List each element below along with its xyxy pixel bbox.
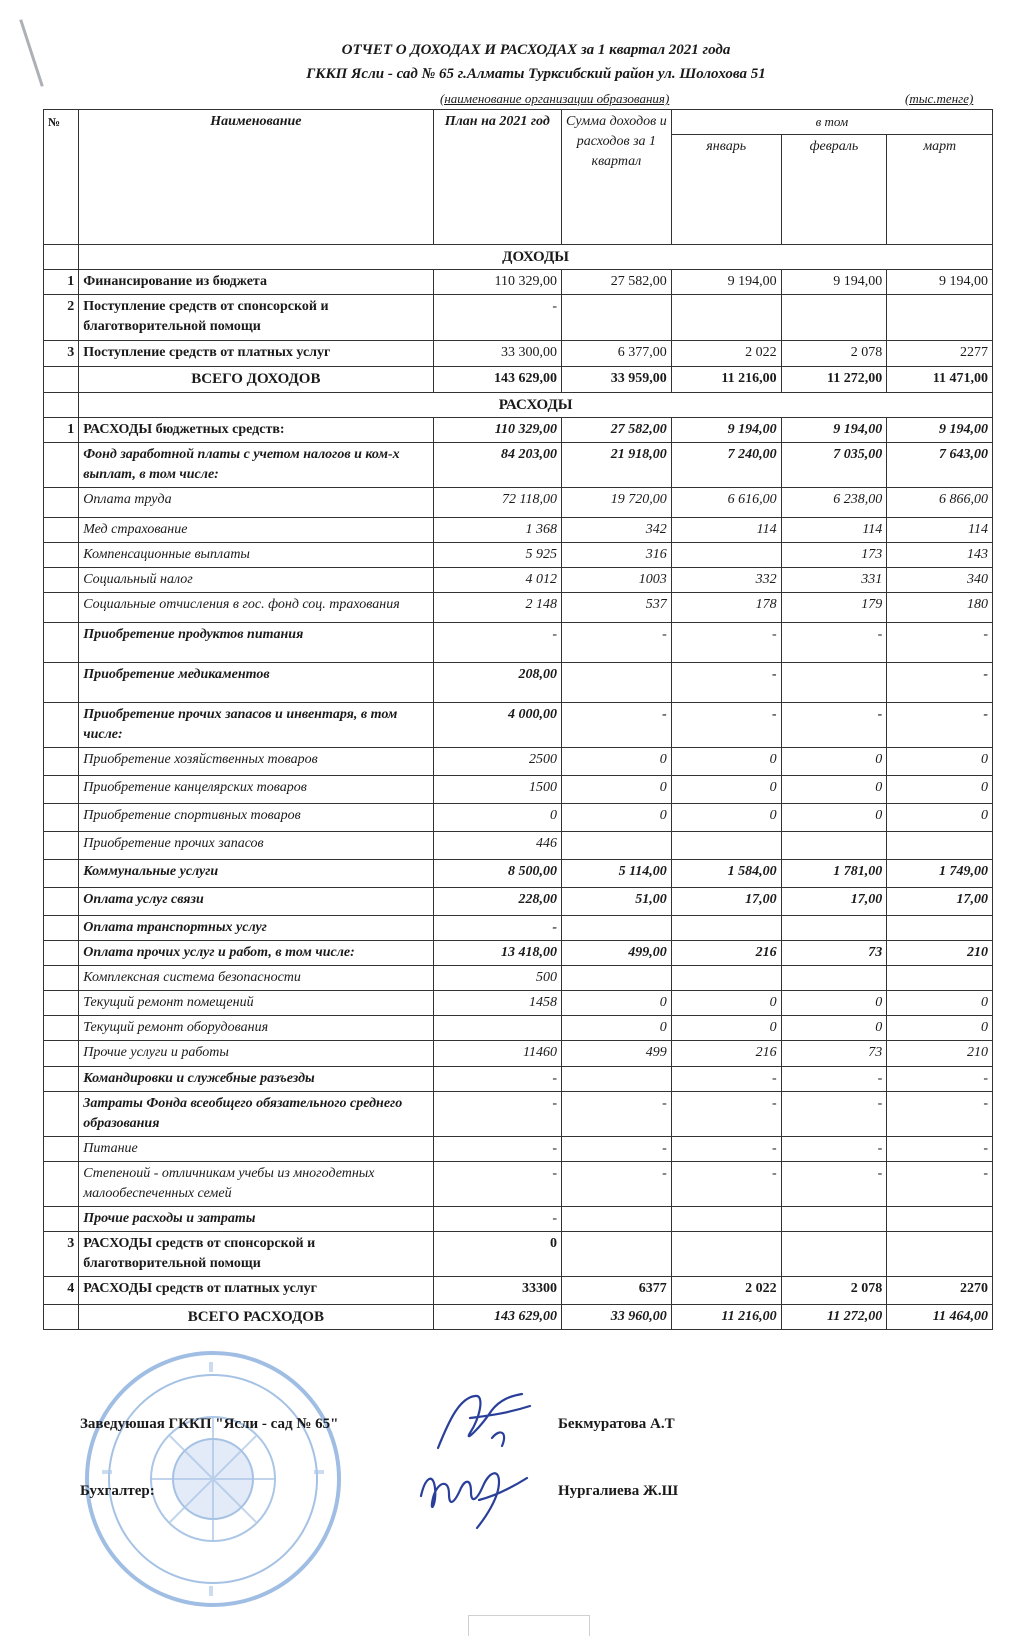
row-jan-cell: 6 616,00	[671, 488, 781, 518]
expense-row	[44, 888, 993, 916]
row-number-cell	[44, 568, 79, 593]
row-jan-cell: 9 194,00	[671, 270, 781, 295]
row-quarter-cell: -	[561, 623, 671, 663]
column-header-quarter: Сумма доходов и расходов за 1 квартал	[561, 110, 671, 245]
row-name-cell: Мед страхование	[79, 518, 433, 543]
row-name-cell: Компенсационные выплаты	[79, 543, 433, 568]
row-feb-cell: -	[781, 1162, 887, 1207]
row-jan-cell: -	[671, 1067, 781, 1092]
row-jan-cell: -	[671, 1162, 781, 1207]
expense-row	[44, 1207, 993, 1232]
row-plan-cell: 33 300,00	[433, 341, 561, 367]
row-quarter-cell	[561, 1207, 671, 1232]
row-mar-cell	[887, 966, 993, 991]
expense-row	[44, 1067, 993, 1092]
row-number-cell	[44, 1162, 79, 1207]
row-feb-cell: 73	[781, 941, 887, 966]
expense-total-row	[44, 1305, 993, 1330]
row-quarter-cell: -	[561, 1137, 671, 1162]
expense-row	[44, 941, 993, 966]
row-number-cell	[44, 443, 79, 488]
row-quarter-cell: 5 114,00	[561, 860, 671, 888]
row-plan-cell: 110 329,00	[433, 418, 561, 443]
total-jan-cell: 11 216,00	[671, 1305, 781, 1330]
row-number-cell: 4	[44, 1277, 79, 1305]
row-plan-cell: 5 925	[433, 543, 561, 568]
row-quarter-cell: 499,00	[561, 941, 671, 966]
expense-row	[44, 748, 993, 776]
row-quarter-cell: 1003	[561, 568, 671, 593]
row-feb-cell: -	[781, 1067, 887, 1092]
row-mar-cell: -	[887, 663, 993, 703]
row-feb-cell: 0	[781, 776, 887, 804]
row-name-cell: Прочие услуги и работы	[79, 1041, 433, 1067]
row-name-cell: Оплата прочих услуг и работ, в том числе:	[79, 941, 433, 966]
total-feb-cell: 11 272,00	[781, 1305, 887, 1330]
expense-row	[44, 593, 993, 623]
organization-caption: (наименование организации образования)	[440, 91, 670, 106]
row-name-cell: Степеноий - отличникам учебы из многодетных малообеспеченных семей	[79, 1162, 433, 1207]
row-plan-cell: 1500	[433, 776, 561, 804]
row-mar-cell: 2270	[887, 1277, 993, 1305]
row-quarter-cell: 316	[561, 543, 671, 568]
row-mar-cell: 9 194,00	[887, 418, 993, 443]
row-name-cell: Приобретение канцелярских товаров	[79, 776, 433, 804]
row-name-cell: Приобретение хозяйственных товаров	[79, 748, 433, 776]
expense-row	[44, 1041, 993, 1067]
row-quarter-cell: 0	[561, 776, 671, 804]
units-label: (тыс.тенге)	[905, 91, 974, 106]
row-number-cell	[44, 804, 79, 832]
section-heading: РАСХОДЫ	[79, 393, 993, 418]
expense-row	[44, 623, 993, 663]
expense-row	[44, 804, 993, 832]
row-name-cell: Затраты Фонда всеобщего обязательного среднего образования	[79, 1092, 433, 1137]
row-jan-cell	[671, 916, 781, 941]
row-feb-cell	[781, 832, 887, 860]
row-mar-cell: 210	[887, 941, 993, 966]
expense-row	[44, 832, 993, 860]
row-plan-cell: 2500	[433, 748, 561, 776]
row-jan-cell: 7 240,00	[671, 443, 781, 488]
row-quarter-cell	[561, 832, 671, 860]
row-number-cell	[44, 1207, 79, 1232]
row-feb-cell: 73	[781, 1041, 887, 1067]
row-plan-cell: 72 118,00	[433, 488, 561, 518]
row-quarter-cell: 21 918,00	[561, 443, 671, 488]
row-quarter-cell	[561, 916, 671, 941]
row-feb-cell: 17,00	[781, 888, 887, 916]
column-header-months-group: в том	[671, 110, 992, 135]
expense-row	[44, 443, 993, 488]
row-jan-cell: 0	[671, 776, 781, 804]
row-plan-cell: -	[433, 295, 561, 341]
row-mar-cell	[887, 1207, 993, 1232]
row-feb-cell: 0	[781, 1016, 887, 1041]
row-mar-cell: -	[887, 1137, 993, 1162]
row-number-cell: 1	[44, 418, 79, 443]
row-jan-cell: 178	[671, 593, 781, 623]
row-feb-cell	[781, 1232, 887, 1277]
row-jan-cell	[671, 295, 781, 341]
row-name-cell: Финансирование из бюджета	[79, 270, 433, 295]
section-no-cell	[44, 245, 79, 270]
row-quarter-cell: 0	[561, 991, 671, 1016]
row-plan-cell: -	[433, 1092, 561, 1137]
row-mar-cell: 0	[887, 991, 993, 1016]
row-number-cell	[44, 991, 79, 1016]
row-number-cell	[44, 703, 79, 748]
row-feb-cell: 0	[781, 748, 887, 776]
row-mar-cell: 0	[887, 804, 993, 832]
expense-row	[44, 543, 993, 568]
row-jan-cell: 0	[671, 804, 781, 832]
expense-row	[44, 418, 993, 443]
director-name: Бекмуратова А.Т	[558, 1416, 675, 1432]
row-number-cell	[44, 663, 79, 703]
row-jan-cell: -	[671, 663, 781, 703]
row-name-cell: Поступление средств от спонсорской и благотворительной помощи	[79, 295, 433, 341]
total-mar-cell: 11 464,00	[887, 1305, 993, 1330]
row-plan-cell: 4 000,00	[433, 703, 561, 748]
row-number-cell	[44, 748, 79, 776]
row-feb-cell: 6 238,00	[781, 488, 887, 518]
row-mar-cell: -	[887, 1092, 993, 1137]
row-plan-cell: 0	[433, 1232, 561, 1277]
row-number-cell	[44, 966, 79, 991]
row-feb-cell: 179	[781, 593, 887, 623]
row-name-cell: Приобретение медикаментов	[79, 663, 433, 703]
row-mar-cell: 7 643,00	[887, 443, 993, 488]
row-feb-cell: 9 194,00	[781, 270, 887, 295]
row-jan-cell: 2 022	[671, 341, 781, 367]
row-name-cell: Коммунальные услуги	[79, 860, 433, 888]
row-mar-cell: -	[887, 1162, 993, 1207]
row-name-cell: Приобретение прочих запасов	[79, 832, 433, 860]
row-plan-cell: 84 203,00	[433, 443, 561, 488]
row-plan-cell: 4 012	[433, 568, 561, 593]
row-name-cell: РАСХОДЫ средств от спонсорской и благотворительной помощи	[79, 1232, 433, 1277]
director-label: Заведуюшая ГККП "Ясли - сад № 65"	[80, 1416, 339, 1432]
row-jan-cell: 216	[671, 1041, 781, 1067]
row-feb-cell	[781, 295, 887, 341]
row-name-cell: Фонд заработной платы с учетом налогов и ком-х выплат, в том числе:	[79, 443, 433, 488]
row-jan-cell: 0	[671, 991, 781, 1016]
row-number-cell	[44, 888, 79, 916]
row-feb-cell: 9 194,00	[781, 418, 887, 443]
organization-line: ГККП Ясли - сад № 65 г.Алматы Турксибский район ул. Шолохова 51	[306, 66, 766, 82]
row-jan-cell: 1 584,00	[671, 860, 781, 888]
income-row	[44, 270, 993, 295]
row-mar-cell: 340	[887, 568, 993, 593]
row-feb-cell	[781, 1207, 887, 1232]
row-quarter-cell: 0	[561, 1016, 671, 1041]
accountant-label: Бухгалтер:	[80, 1483, 155, 1499]
row-plan-cell: 208,00	[433, 663, 561, 703]
row-quarter-cell	[561, 966, 671, 991]
row-feb-cell: 0	[781, 804, 887, 832]
row-feb-cell: 331	[781, 568, 887, 593]
row-name-cell: Питание	[79, 1137, 433, 1162]
row-name-cell: Оплата транспортных услуг	[79, 916, 433, 941]
total-no-cell	[44, 1305, 79, 1330]
expense-row	[44, 1092, 993, 1137]
row-jan-cell: -	[671, 703, 781, 748]
row-quarter-cell	[561, 295, 671, 341]
row-mar-cell	[887, 916, 993, 941]
total-plan-cell: 143 629,00	[433, 367, 561, 393]
column-header-no: №	[44, 110, 79, 245]
income-row	[44, 341, 993, 367]
row-number-cell	[44, 593, 79, 623]
row-mar-cell	[887, 1232, 993, 1277]
income-expense-table	[43, 109, 993, 1330]
row-mar-cell: 9 194,00	[887, 270, 993, 295]
expense-row	[44, 663, 993, 703]
row-mar-cell	[887, 832, 993, 860]
expense-row	[44, 1232, 993, 1277]
row-name-cell: Текущий ремонт оборудования	[79, 1016, 433, 1041]
row-mar-cell: 143	[887, 543, 993, 568]
expense-row	[44, 1277, 993, 1305]
row-jan-cell: -	[671, 1137, 781, 1162]
row-jan-cell	[671, 1232, 781, 1277]
row-feb-cell: -	[781, 703, 887, 748]
row-name-cell: РАСХОДЫ средств от платных услуг	[79, 1277, 433, 1305]
row-feb-cell: -	[781, 1137, 887, 1162]
row-quarter-cell: 0	[561, 804, 671, 832]
expense-row	[44, 1162, 993, 1207]
row-mar-cell: 1 749,00	[887, 860, 993, 888]
row-feb-cell	[781, 966, 887, 991]
row-quarter-cell: 499	[561, 1041, 671, 1067]
row-quarter-cell: 6377	[561, 1277, 671, 1305]
row-quarter-cell: 342	[561, 518, 671, 543]
total-feb-cell: 11 272,00	[781, 367, 887, 393]
row-plan-cell: -	[433, 1207, 561, 1232]
row-quarter-cell: 27 582,00	[561, 418, 671, 443]
total-plan-cell: 143 629,00	[433, 1305, 561, 1330]
row-mar-cell: -	[887, 703, 993, 748]
row-number-cell	[44, 1016, 79, 1041]
total-quarter-cell: 33 959,00	[561, 367, 671, 393]
expense-row	[44, 776, 993, 804]
row-name-cell: Поступление средств от платных услуг	[79, 341, 433, 367]
row-number-cell: 3	[44, 341, 79, 367]
row-number-cell: 3	[44, 1232, 79, 1277]
row-quarter-cell: 537	[561, 593, 671, 623]
director-signature	[430, 1388, 540, 1458]
row-name-cell: Приобретение спортивных товаров	[79, 804, 433, 832]
row-plan-cell: 11460	[433, 1041, 561, 1067]
row-jan-cell: 0	[671, 1016, 781, 1041]
expense-row	[44, 488, 993, 518]
row-jan-cell: 2 022	[671, 1277, 781, 1305]
row-mar-cell: -	[887, 1067, 993, 1092]
row-name-cell: Оплата труда	[79, 488, 433, 518]
row-mar-cell	[887, 295, 993, 341]
row-feb-cell: 114	[781, 518, 887, 543]
row-plan-cell: -	[433, 1067, 561, 1092]
expense-row	[44, 860, 993, 888]
row-jan-cell: 332	[671, 568, 781, 593]
row-name-cell: Оплата услуг связи	[79, 888, 433, 916]
row-plan-cell: 228,00	[433, 888, 561, 916]
row-name-cell: Прочие расходы и затраты	[79, 1207, 433, 1232]
row-quarter-cell: -	[561, 1162, 671, 1207]
row-number-cell	[44, 1067, 79, 1092]
row-name-cell: Приобретение прочих запасов и инвентаря, в том числе:	[79, 703, 433, 748]
official-seal-stamp	[82, 1348, 344, 1610]
income-total-row	[44, 367, 993, 393]
expense-row	[44, 518, 993, 543]
row-name-cell: Текущий ремонт помещений	[79, 991, 433, 1016]
row-number-cell: 1	[44, 270, 79, 295]
row-feb-cell: 0	[781, 991, 887, 1016]
row-plan-cell: 110 329,00	[433, 270, 561, 295]
expense-row	[44, 1016, 993, 1041]
row-plan-cell: 33300	[433, 1277, 561, 1305]
row-quarter-cell: -	[561, 703, 671, 748]
row-feb-cell: 1 781,00	[781, 860, 887, 888]
row-quarter-cell: 6 377,00	[561, 341, 671, 367]
row-jan-cell: 0	[671, 748, 781, 776]
row-feb-cell: 2 078	[781, 1277, 887, 1305]
row-jan-cell	[671, 1207, 781, 1232]
row-quarter-cell	[561, 1232, 671, 1277]
row-feb-cell	[781, 663, 887, 703]
row-number-cell	[44, 518, 79, 543]
expense-row	[44, 568, 993, 593]
row-mar-cell: 210	[887, 1041, 993, 1067]
row-number-cell	[44, 543, 79, 568]
row-number-cell	[44, 1092, 79, 1137]
row-plan-cell: -	[433, 1137, 561, 1162]
row-number-cell	[44, 488, 79, 518]
row-plan-cell: 446	[433, 832, 561, 860]
page-edge-artifact	[468, 1615, 590, 1636]
column-header-plan: План на 2021 год	[433, 110, 561, 245]
row-jan-cell: 114	[671, 518, 781, 543]
section-heading: ДОХОДЫ	[79, 245, 993, 270]
row-name-cell: Социальные отчисления в гос. фонд соц. трахования	[79, 593, 433, 623]
total-label-cell: ВСЕГО РАСХОДОВ	[79, 1305, 433, 1330]
expense-row	[44, 1137, 993, 1162]
row-mar-cell: 6 866,00	[887, 488, 993, 518]
row-plan-cell: 13 418,00	[433, 941, 561, 966]
row-number-cell	[44, 623, 79, 663]
row-jan-cell: -	[671, 1092, 781, 1137]
column-header-mar: март	[887, 135, 993, 245]
row-name-cell: Приобретение продуктов питания	[79, 623, 433, 663]
accountant-name: Нургалиева Ж.Ш	[558, 1483, 679, 1499]
row-number-cell	[44, 776, 79, 804]
row-plan-cell: 0	[433, 804, 561, 832]
row-plan-cell: 1 368	[433, 518, 561, 543]
row-plan-cell: 500	[433, 966, 561, 991]
row-jan-cell	[671, 543, 781, 568]
report-title: ОТЧЕТ О ДОХОДАХ И РАСХОДАХ за 1 квартал 2021 года	[341, 42, 731, 58]
row-mar-cell: 0	[887, 748, 993, 776]
total-no-cell	[44, 367, 79, 393]
row-quarter-cell: 27 582,00	[561, 270, 671, 295]
row-number-cell	[44, 941, 79, 966]
row-number-cell: 2	[44, 295, 79, 341]
row-feb-cell: -	[781, 623, 887, 663]
total-quarter-cell: 33 960,00	[561, 1305, 671, 1330]
row-jan-cell: 216	[671, 941, 781, 966]
row-plan-cell	[433, 1016, 561, 1041]
row-name-cell: Социальный налог	[79, 568, 433, 593]
row-number-cell	[44, 860, 79, 888]
expense-row	[44, 916, 993, 941]
row-number-cell	[44, 832, 79, 860]
row-quarter-cell: 19 720,00	[561, 488, 671, 518]
accountant-signature	[415, 1458, 535, 1538]
row-plan-cell: -	[433, 623, 561, 663]
row-plan-cell: -	[433, 916, 561, 941]
total-label-cell: ВСЕГО ДОХОДОВ	[79, 367, 433, 393]
expense-row	[44, 703, 993, 748]
row-mar-cell: 0	[887, 776, 993, 804]
row-mar-cell: 2277	[887, 341, 993, 367]
row-mar-cell: 180	[887, 593, 993, 623]
row-plan-cell: 1458	[433, 991, 561, 1016]
row-name-cell: РАСХОДЫ бюджетных средств:	[79, 418, 433, 443]
row-mar-cell: -	[887, 623, 993, 663]
row-feb-cell: 173	[781, 543, 887, 568]
row-name-cell: Командировки и служебные разъезды	[79, 1067, 433, 1092]
row-quarter-cell: -	[561, 1092, 671, 1137]
row-feb-cell: 2 078	[781, 341, 887, 367]
row-quarter-cell	[561, 663, 671, 703]
row-quarter-cell	[561, 1067, 671, 1092]
row-number-cell	[44, 1041, 79, 1067]
row-jan-cell: -	[671, 623, 781, 663]
row-feb-cell	[781, 916, 887, 941]
row-jan-cell: 9 194,00	[671, 418, 781, 443]
row-plan-cell: 8 500,00	[433, 860, 561, 888]
row-mar-cell: 114	[887, 518, 993, 543]
total-mar-cell: 11 471,00	[887, 367, 993, 393]
row-mar-cell: 17,00	[887, 888, 993, 916]
section-no-cell	[44, 393, 79, 418]
row-quarter-cell: 51,00	[561, 888, 671, 916]
row-number-cell	[44, 1137, 79, 1162]
expense-row	[44, 966, 993, 991]
row-plan-cell: -	[433, 1162, 561, 1207]
row-jan-cell	[671, 832, 781, 860]
income-row	[44, 295, 993, 341]
column-header-feb: февраль	[781, 135, 887, 245]
expense-row	[44, 991, 993, 1016]
row-mar-cell: 0	[887, 1016, 993, 1041]
column-header-name: Наименование	[79, 110, 433, 245]
row-number-cell	[44, 916, 79, 941]
row-name-cell: Комплексная система безопасности	[79, 966, 433, 991]
row-jan-cell: 17,00	[671, 888, 781, 916]
row-plan-cell: 2 148	[433, 593, 561, 623]
row-feb-cell: -	[781, 1092, 887, 1137]
column-header-jan: январь	[671, 135, 781, 245]
total-jan-cell: 11 216,00	[671, 367, 781, 393]
row-feb-cell: 7 035,00	[781, 443, 887, 488]
row-jan-cell	[671, 966, 781, 991]
row-quarter-cell: 0	[561, 748, 671, 776]
